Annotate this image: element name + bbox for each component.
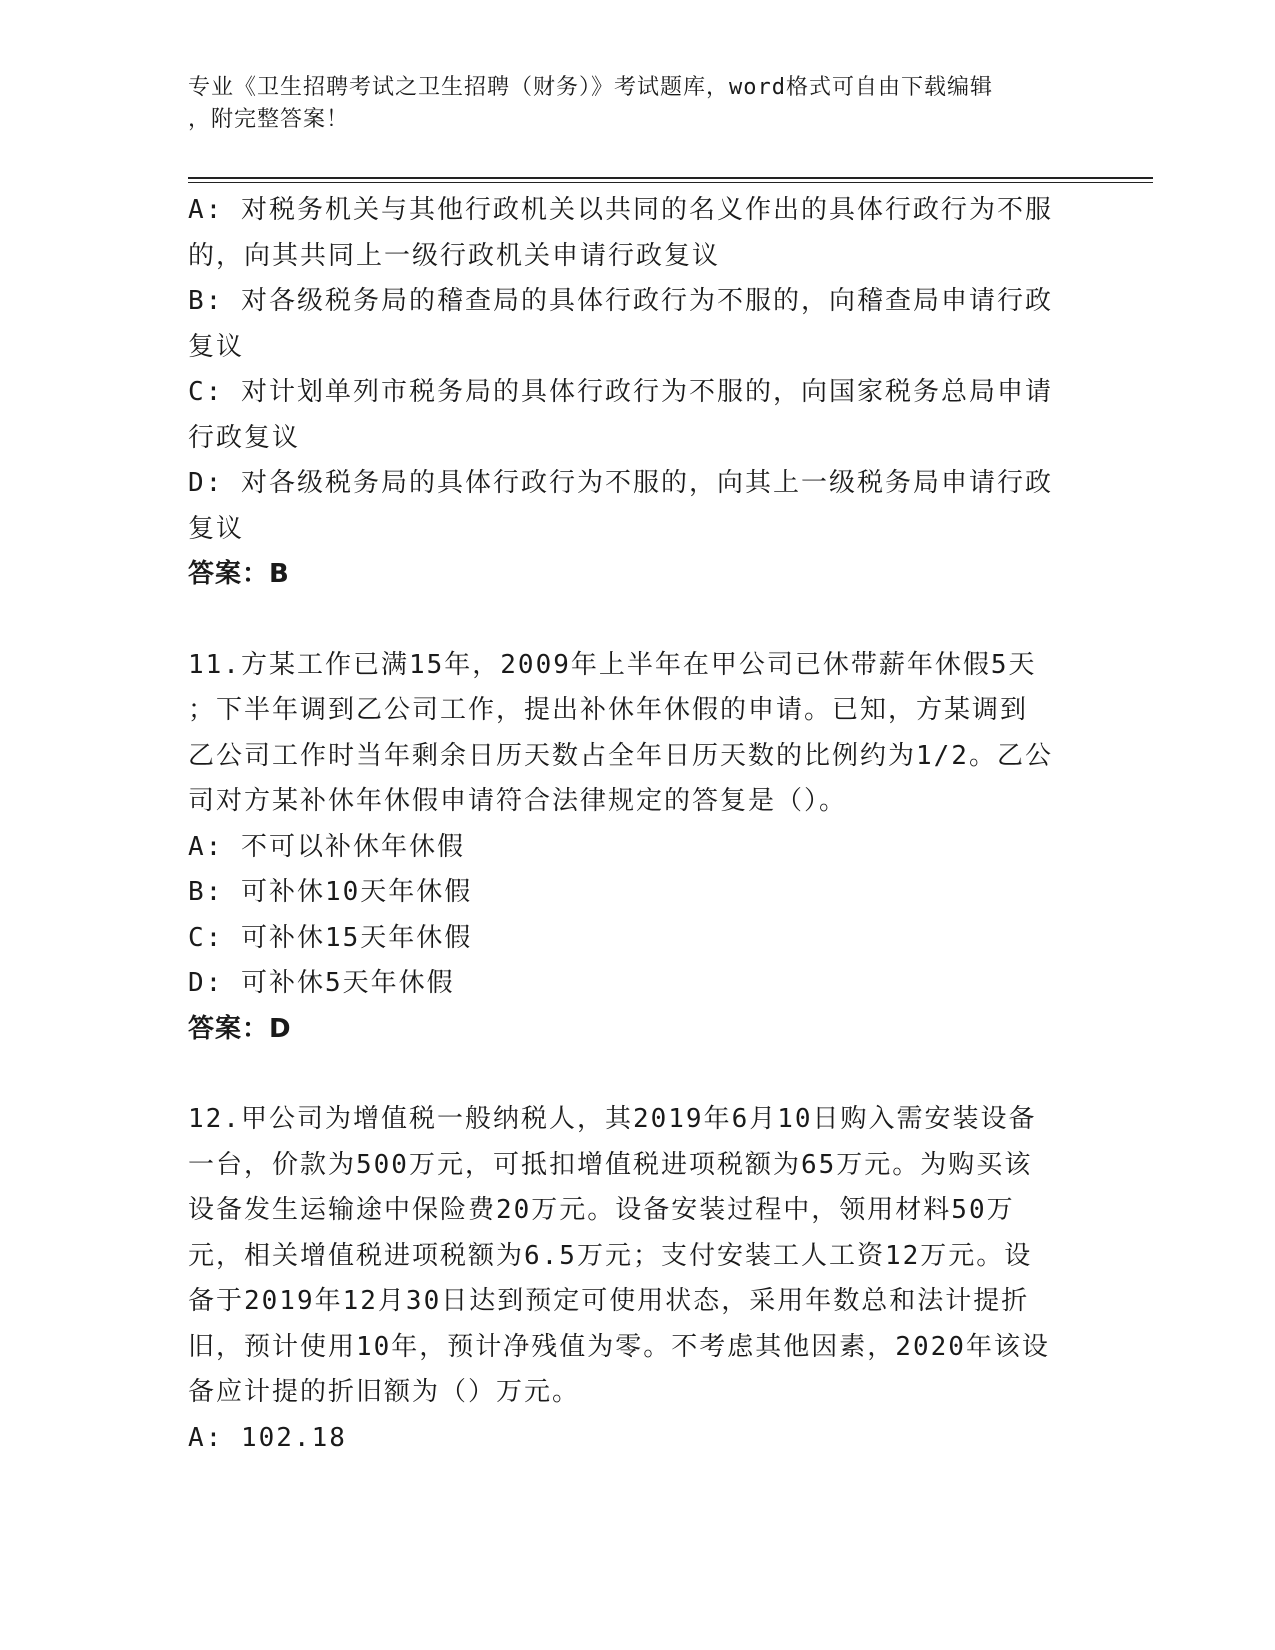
question-12 bbox=[188, 1097, 1088, 1461]
option-d-line-1: D: 对各级税务局的具体行政行为不服的，向其上一级税务局申请行政 bbox=[188, 468, 1053, 498]
option-d-line-2: 复议 bbox=[188, 513, 245, 544]
question-11-stem-line-4: 司对方某补休年休假申请符合法律规定的答复是（）。 bbox=[188, 786, 848, 816]
option-b-line-2: 复议 bbox=[188, 331, 245, 362]
question-11 bbox=[188, 643, 1088, 1053]
question-12-stem-line-7: 备应计提的折旧额为（）万元。 bbox=[188, 1377, 581, 1407]
question-12-stem-line-1: 12.甲公司为增值税一般纳税人，其2019年6月10日购入需安装设备 bbox=[188, 1104, 1037, 1134]
question-10-options bbox=[188, 188, 1088, 598]
question-11-stem-line-3: 乙公司工作时当年剩余日历天数占全年日历天数的比例约为1/2。乙公 bbox=[188, 740, 1053, 771]
question-12-stem-line-3: 设备发生运输途中保险费20万元。设备安装过程中，领用材料50万 bbox=[188, 1195, 1015, 1225]
option-c-line-2: 行政复议 bbox=[188, 422, 301, 453]
spacer bbox=[188, 1052, 1088, 1097]
document-body bbox=[188, 188, 1088, 1461]
question-11-stem-line-1: 11.方某工作已满15年，2009年上半年在甲公司已休带薪年休假5天 bbox=[188, 649, 1037, 680]
question-11-answer: 答案：D bbox=[188, 1013, 292, 1044]
question-10-answer: 答案：B bbox=[188, 559, 290, 589]
question-11-option-b: B: 可补休10天年休假 bbox=[188, 877, 473, 907]
spacer bbox=[188, 598, 1088, 643]
question-12-stem-line-6: 旧，预计使用10年，预计净残值为零。不考虑其他因素，2020年该设 bbox=[188, 1331, 1050, 1362]
question-12-stem-line-4: 元，相关增值税进项税额为6.5万元；支付安装工人工资12万元。设 bbox=[188, 1240, 1033, 1271]
header-line-1: 专业《卫生招聘考试之卫生招聘（财务）》考试题库，word格式可自由下载编辑 bbox=[188, 75, 993, 100]
header-line-2: ，附完整答案！ bbox=[188, 107, 350, 132]
question-12-stem-line-2: 一台，价款为500万元，可抵扣增值税进项税额为65万元。为购买该 bbox=[188, 1149, 1033, 1180]
document-header bbox=[188, 72, 1078, 136]
question-12-stem-line-5: 备于2019年12月30日达到预定可使用状态，采用年数总和法计提折 bbox=[188, 1286, 1030, 1316]
question-11-option-c: C: 可补休15天年休假 bbox=[188, 922, 473, 953]
question-11-option-a: A: 不可以补休年休假 bbox=[188, 831, 465, 862]
header-divider-thick bbox=[188, 177, 1153, 179]
header-divider-thin bbox=[188, 182, 1153, 183]
option-a-line-1: A: 对税务机关与其他行政机关以共同的名义作出的具体行政行为不服 bbox=[188, 195, 1053, 225]
question-11-option-d: D: 可补休5天年休假 bbox=[188, 968, 455, 998]
option-c-line-1: C: 对计划单列市税务局的具体行政行为不服的，向国家税务总局申请 bbox=[188, 377, 1053, 407]
question-11-stem-line-2: ；下半年调到乙公司工作，提出补休年休假的申请。已知，方某调到 bbox=[188, 695, 1029, 725]
question-12-option-a: A: 102.18 bbox=[188, 1422, 347, 1453]
option-b-line-1: B: 对各级税务局的稽查局的具体行政行为不服的，向稽查局申请行政 bbox=[188, 286, 1053, 316]
option-a-line-2: 的，向其共同上一级行政机关申请行政复议 bbox=[188, 240, 721, 271]
